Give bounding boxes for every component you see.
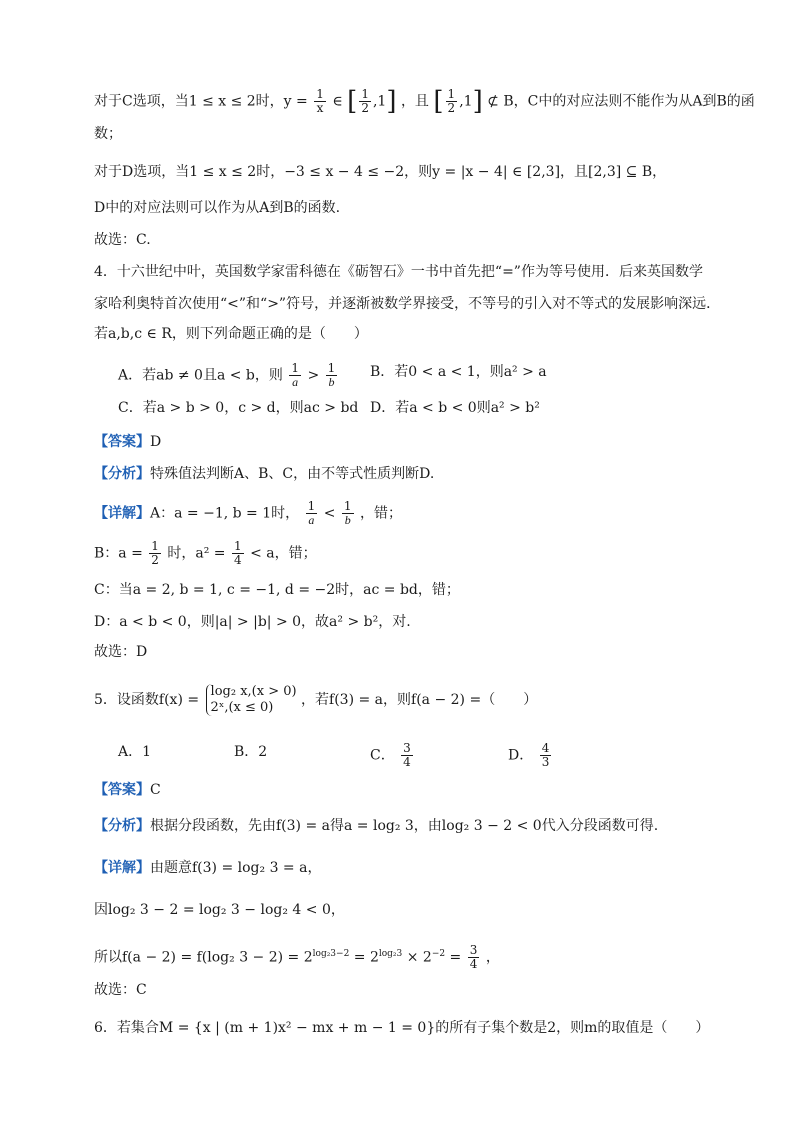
detail-line: D：a < b < 0，则|a| > |b| > 0，故a² > b²，对. <box>94 614 411 630</box>
detail-line: 【详解】由题意f(3) = log₂ 3 = a， <box>94 860 322 876</box>
option-a: A．1 <box>118 744 152 760</box>
question-6-stem: 6．若集合M = {x | (m + 1)x² − mx + m − 1 = 0}的所有子集个数是2，则m的取值是（ ） <box>94 1020 710 1036</box>
option-a: A．若ab ≠ 0且a < b，则 $\frac{1}{a}$ > $\frac{1}{b}$ <box>118 361 336 389</box>
detail-line: B：a = $\frac{1}{2}$ 时，a² = $\frac{1}{4}$ < a，错； <box>94 539 317 567</box>
option-d: D． $\frac{4}{3}$ <box>508 741 550 769</box>
option-c-analysis: 对于C选项，当1 ≤ x ≤ 2时，y = $\frac{1}{x}$ ∈ [ $\frac{1}{2}$ ,1] ，且 [ $\frac{1}{2}$ ,1] ⊄ B，C中的对应法则不能作为从A到B的函 <box>94 86 755 117</box>
detail-line: 因log₂ 3 − 2 = log₂ 3 − log₂ 4 < 0， <box>94 902 345 918</box>
select-line: 故选：C <box>94 982 147 998</box>
option-b: B．2 <box>234 744 268 760</box>
detail-line: 所以f(a − 2) = f(log₂ $3 - 2) = 2^{log_23-2} = 2^{log_23} \times 2^{-2}$ = $\frac{3}{4}$ ， <box>94 943 500 972</box>
text-line: 数； <box>94 126 122 142</box>
text-line: D中的对应法则可以作为从A到B的函数. <box>94 200 341 216</box>
answer-line: 【答案】C <box>94 782 161 798</box>
select-line: 故选：D <box>94 644 148 660</box>
question-4-stem: 家哈利奥特首次使用“<”和“>”符号，并逐渐被数学界接受，不等号的引入对不等式的发展影响深远． <box>94 296 721 312</box>
piecewise-function: log₂ x,(x > 0) 2ˣ,(x ≤ 0) <box>206 684 297 716</box>
question-5-stem: 5．设函数f(x) = log₂ x,(x > 0) 2ˣ,(x ≤ 0) ，若f(3) = a，则f(a − 2) =（ ） <box>94 684 538 715</box>
option-c: C．若a > b > 0，c > d，则ac > bd <box>118 400 359 416</box>
option-b: B．若0 < a < 1，则a² > a <box>370 364 547 380</box>
fraction-1-over-x: $\frac{1}{x}$ <box>316 87 324 115</box>
option-d-analysis: 对于D选项，当1 ≤ x ≤ 2时，−3 ≤ x − 4 ≤ −2，则y = |x − 4| ∈ [2,3]，且[2,3] ⊆ B， <box>94 164 667 180</box>
detail-line: 【详解】A：a = −1, b = 1时， $\frac{1}{a}$ < $\frac{1}{b}$ ，错； <box>94 499 402 527</box>
answer-line: 【答案】D <box>94 434 162 450</box>
analysis-line: 【分析】特殊值法判断A、B、C，由不等式性质判断D. <box>94 466 435 482</box>
question-4-stem: 4．十六世纪中叶，英国数学家雷科德在《砺智石》一书中首先把“=”作为等号使用．后来英国数学 <box>94 264 703 280</box>
option-c: C． $\frac{3}{4}$ <box>370 741 411 769</box>
question-4-stem: 若a,b,c ∈ R，则下列命题正确的是（ ） <box>94 326 368 342</box>
select-line: 故选：C. <box>94 232 151 248</box>
detail-line: C：当a = 2, b = 1, c = −1, d = −2时，ac = bd，错； <box>94 582 460 598</box>
analysis-line: 【分析】根据分段函数，先由f(3) = a得a = log₂ 3，由log₂ 3 − 2 < 0代入分段函数可得. <box>94 818 659 834</box>
option-d: D．若a < b < 0则a² > b² <box>370 400 540 416</box>
